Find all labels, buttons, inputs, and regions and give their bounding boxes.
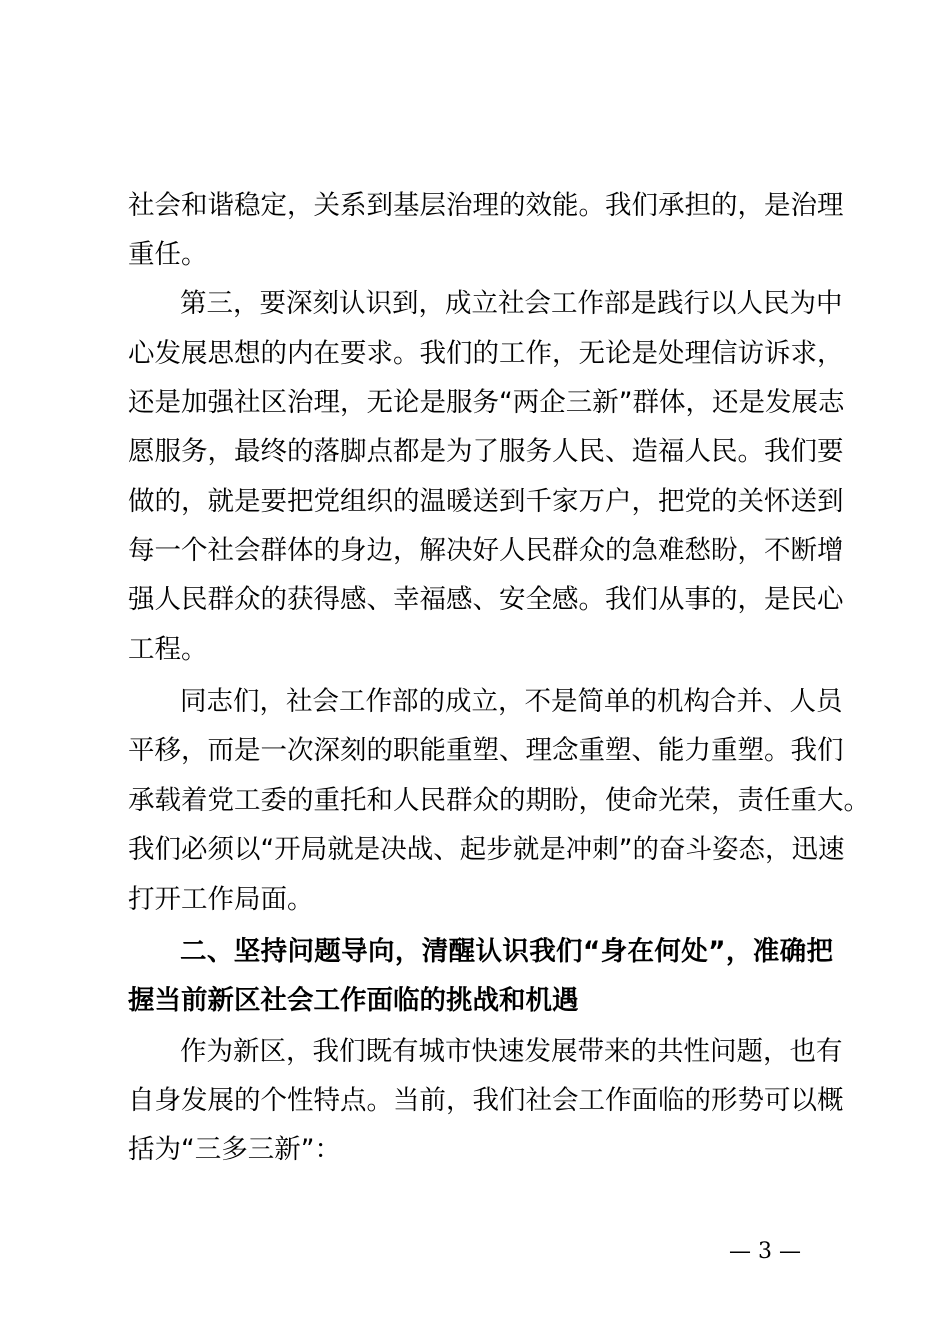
text-line: 工程。 bbox=[128, 634, 208, 665]
section-heading: 二、坚持问题导向，清醒认识我们“身在何处”，准确把 bbox=[180, 936, 833, 967]
text-line: 打开工作局面。 bbox=[128, 884, 314, 915]
paragraph-first-line: 作为新区，我们既有城市快速发展带来的共性问题，也有 bbox=[180, 1036, 843, 1067]
text-line: 社会和谐稳定，关系到基层治理的效能。我们承担的，是治理 bbox=[128, 190, 844, 221]
paragraph-first-line: 第三，要深刻认识到，成立社会工作部是践行以人民为中 bbox=[180, 288, 843, 319]
text-line: 愿服务，最终的落脚点都是为了服务人民、造福人民。我们要 bbox=[128, 436, 844, 467]
text-line: 平移，而是一次深刻的职能重塑、理念重塑、能力重塑。我们 bbox=[128, 735, 844, 766]
section-heading-continued: 握当前新区社会工作面临的挑战和机遇 bbox=[128, 985, 579, 1016]
text-line: 重任。 bbox=[128, 239, 208, 270]
paragraph-first-line: 同志们，社会工作部的成立，不是简单的机构合并、人员 bbox=[180, 686, 843, 717]
text-line: 每一个社会群体的身边，解决好人民群众的急难愁盼，不断增 bbox=[128, 535, 844, 566]
text-line: 括为“三多三新”： bbox=[128, 1134, 341, 1165]
text-line: 强人民群众的获得感、幸福感、安全感。我们从事的，是民心 bbox=[128, 584, 844, 615]
text-line: 自身发展的个性特点。当前，我们社会工作面临的形势可以概 bbox=[128, 1085, 844, 1116]
text-line: 承载着党工委的重托和人民群众的期盼，使命光荣，责任重大。 bbox=[128, 785, 870, 816]
text-line: 做的，就是要把党组织的温暖送到千家万户，把党的关怀送到 bbox=[128, 486, 844, 517]
page-number: — 3 — bbox=[729, 1239, 801, 1264]
text-line: 我们必须以“开局就是决战、起步就是冲刺”的奋斗姿态，迅速 bbox=[128, 834, 845, 865]
text-line: 心发展思想的内在要求。我们的工作，无论是处理信访诉求， bbox=[128, 338, 844, 369]
text-line: 还是加强社区治理，无论是服务“两企三新”群体，还是发展志 bbox=[128, 387, 845, 418]
